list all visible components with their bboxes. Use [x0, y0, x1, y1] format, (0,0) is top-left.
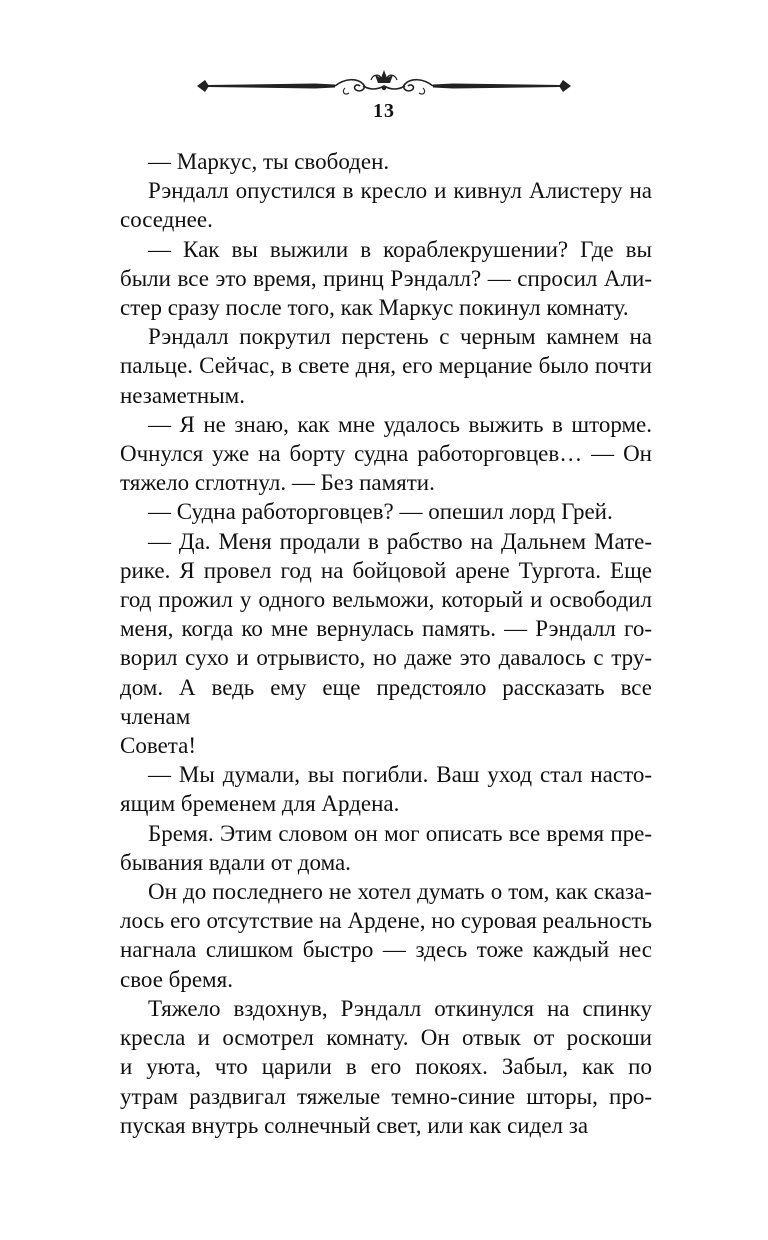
text-line: Он до последнего не хотел думать о том, как сказа-: [148, 879, 652, 905]
text-line: пальце. Сейчас, в свете дня, его мерцание было почти: [120, 353, 652, 379]
text-line: Совета!: [120, 733, 196, 759]
text-line: пуская внутрь солнечный свет, или как сидел за: [120, 1112, 589, 1138]
paragraph: [120, 497, 652, 526]
text-line: свое бремя.: [120, 966, 233, 992]
text-line: кресла и осмотрел комнату. Он отвык от роскоши: [120, 1025, 652, 1051]
paragraph: [120, 410, 652, 498]
text-line: — Судна работорговцев? — опешил лорд Грей.: [148, 499, 613, 525]
text-line: — Да. Меня продали в рабство на Дальнем Мате-: [148, 528, 652, 554]
text-line: ворил сухо и отрывисто, но даже это давалось с тру-: [120, 645, 652, 671]
paragraph: [120, 994, 652, 1140]
paragraph: [120, 819, 652, 877]
text-line: — Как вы выжили в кораблекрушении? Где вы: [148, 236, 652, 262]
text-line: — Я не знаю, как мне удалось выжить в шторме.: [148, 411, 652, 437]
text-line: рике. Я провел год на бойцовой арене Тургота. Еще: [120, 557, 652, 583]
text-line: бывания вдали от дома.: [120, 849, 351, 875]
text-line: Бремя. Этим словом он мог описать все время пре-: [148, 820, 652, 846]
text-line: — Мы думали, вы погибли. Ваш уход стал насто-: [148, 762, 652, 788]
text-line: соседнее.: [120, 207, 213, 233]
text-line: незаметным.: [120, 382, 245, 408]
paragraph: [120, 322, 652, 410]
page-number: 13: [373, 100, 395, 122]
text-line: Рэндалл опустился в кресло и кивнул Алистеру на: [148, 178, 652, 204]
text-line: — Маркус, ты свободен.: [148, 149, 390, 174]
text-line: Тяжело вздохнув, Рэндалл откинулся на спинку: [148, 995, 652, 1021]
text-line: дом. А ведь ему еще предстояло рассказать все членам: [120, 674, 652, 729]
text-line: и уюта, что царили в его покоях. Забыл, как по: [120, 1054, 652, 1080]
paragraph: [120, 147, 652, 176]
text-line: стер сразу после того, как Маркус покинул комнату.: [120, 295, 629, 321]
paragraph: [120, 760, 652, 818]
paragraph: [120, 235, 652, 323]
text-line: Рэндалл покрутил перстень с черным камнем на: [148, 324, 652, 350]
text-line: тяжело сглотнул. — Без памяти.: [120, 470, 435, 496]
text-line: меня, когда ко мне вернулась память. — Рэндалл го-: [120, 616, 652, 642]
text-line: были все это время, принц Рэндалл? — спросил Али-: [120, 265, 652, 291]
text-line: нагнала слишком быстро — здесь тоже каждый нес: [120, 937, 652, 963]
paragraph: [120, 527, 652, 761]
body-text: [120, 147, 652, 1140]
text-line: год прожил у одного вельможи, который и освободил: [120, 587, 652, 613]
text-line: утрам раздвигал тяжелые темно-синие шторы, про-: [120, 1083, 652, 1109]
paragraph: [120, 176, 652, 234]
text-line: ящим бременем для Ардена.: [120, 791, 400, 817]
text-line: Очнулся уже на борту судна работорговцев… — Он: [120, 441, 652, 467]
paragraph: [120, 877, 652, 994]
text-line: лось его отсутствие на Ардене, но суровая реальность: [120, 908, 652, 934]
